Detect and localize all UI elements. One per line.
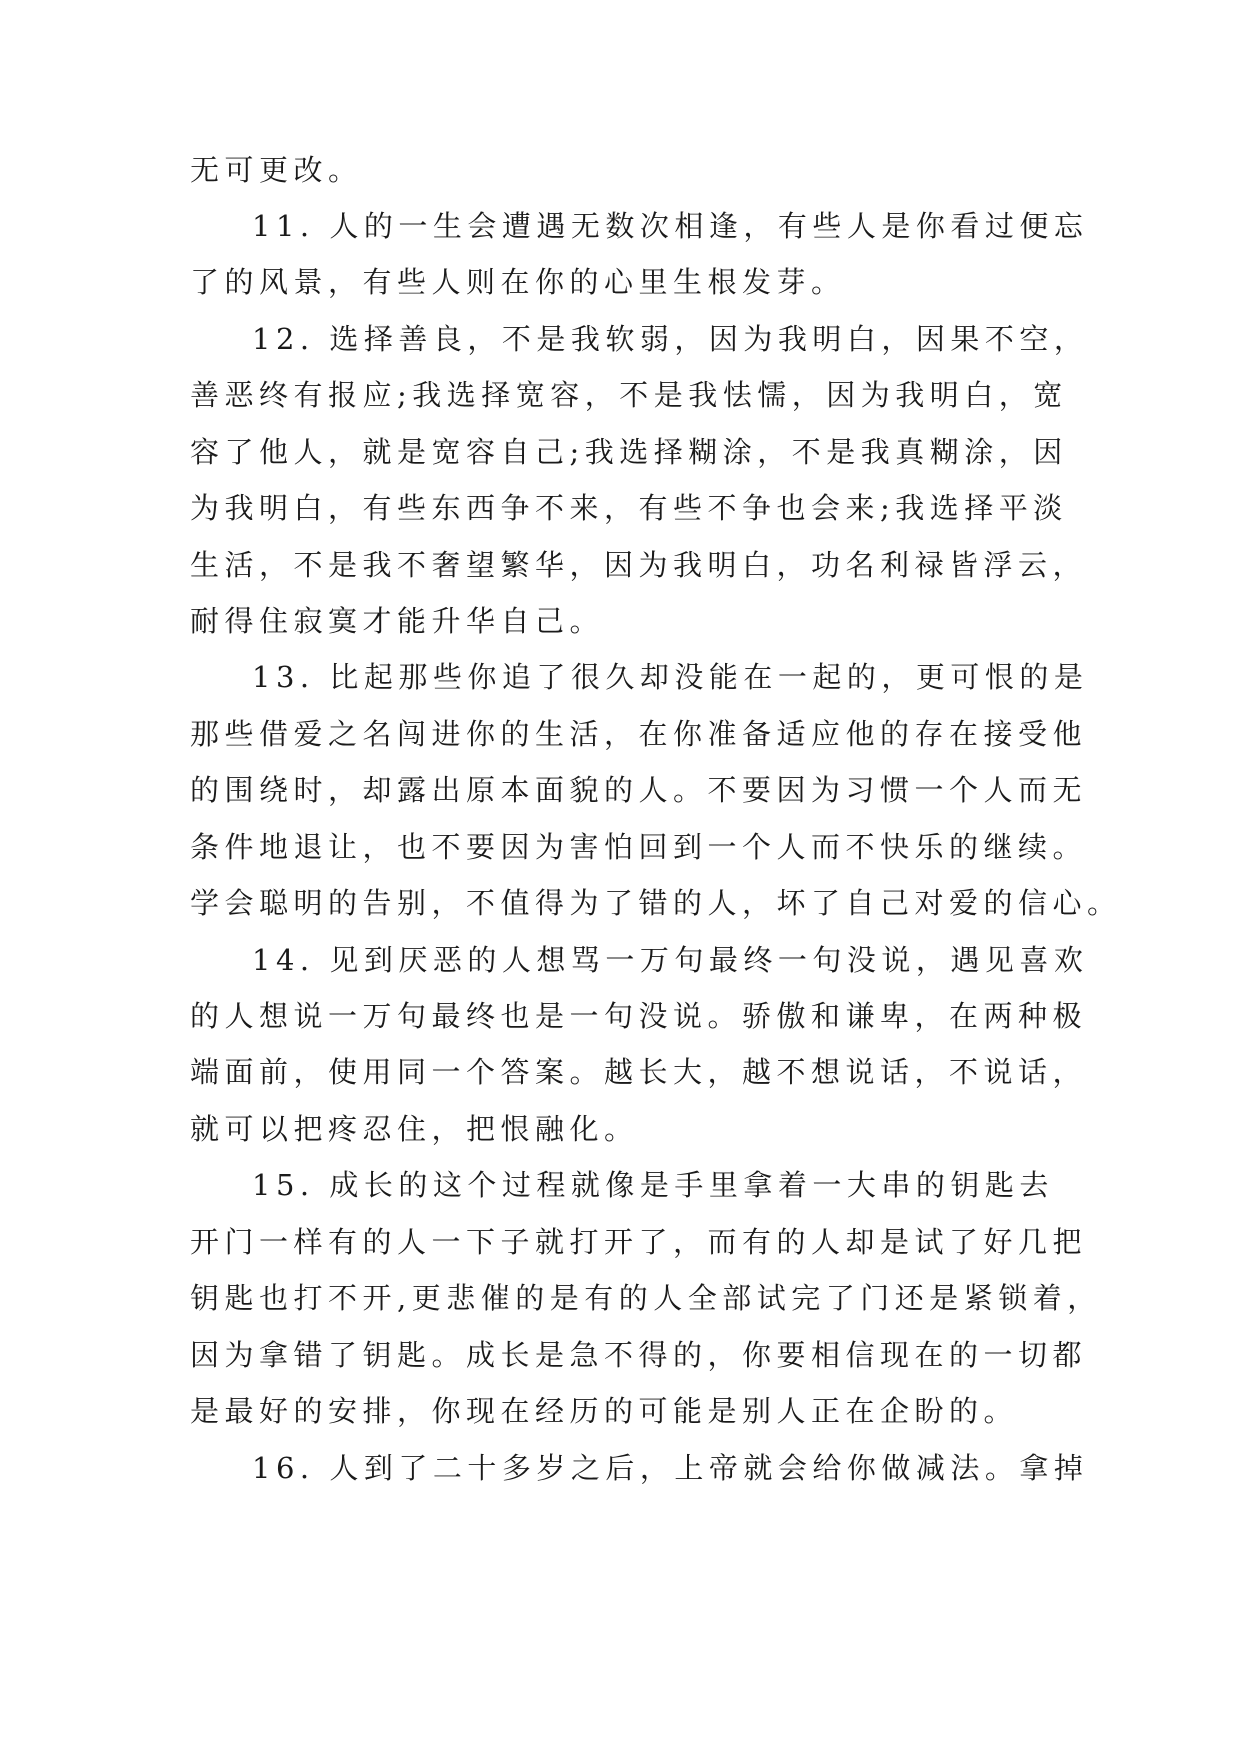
text-line: 是最好的安排，你现在经历的可能是别人正在企盼的。 [190, 1394, 1019, 1428]
paragraph-11-start: 11. 人的一生会遭遇无数次相逢，有些人是你看过便忘 [252, 209, 1089, 243]
text-line: 的围绕时，却露出原本面貌的人。不要因为习惯一个人而无 [190, 773, 1088, 807]
text-line: 学会聪明的告别，不值得为了错的人，坏了自己对爱的信心。 [190, 886, 1122, 920]
text-line: 善恶终有报应;我选择宽容，不是我怯懦，因为我明白，宽 [190, 378, 1068, 412]
text-line: 耐得住寂寞才能升华自己。 [190, 604, 605, 638]
text-line: 了的风景，有些人则在你的心里生根发芽。 [190, 265, 846, 299]
paragraph-16-start: 16. 人到了二十多岁之后，上帝就会给你做减法。拿掉 [252, 1451, 1089, 1485]
text-line: 开门一样有的人一下子就打开了，而有的人却是试了好几把 [190, 1225, 1088, 1259]
text-line: 条件地退让，也不要因为害怕回到一个人而不快乐的继续。 [190, 830, 1088, 864]
text-line: 因为拿错了钥匙。成长是急不得的，你要相信现在的一切都 [190, 1338, 1088, 1372]
text-line: 无可更改。 [190, 153, 363, 187]
text-line: 的人想说一万句最终也是一句没说。骄傲和谦卑，在两种极 [190, 999, 1088, 1033]
text-line: 就可以把疼忍住，把恨融化。 [190, 1112, 639, 1146]
text-line: 生活，不是我不奢望繁华，因为我明白，功名利禄皆浮云， [190, 548, 1088, 582]
paragraph-14-start: 14. 见到厌恶的人想骂一万句最终一句没说，遇见喜欢 [252, 943, 1089, 977]
text-line: 容了他人，就是宽容自己;我选择糊涂，不是我真糊涂，因 [190, 435, 1068, 469]
text-line: 端面前，使用同一个答案。越长大，越不想说话，不说话， [190, 1055, 1088, 1089]
text-line: 钥匙也打不开,更悲催的是有的人全部试完了门还是紧锁着， [190, 1281, 1102, 1315]
paragraph-12-start: 12. 选择善良，不是我软弱，因为我明白，因果不空， [252, 322, 1089, 356]
paragraph-15-start: 15. 成长的这个过程就像是手里拿着一大串的钥匙去 [252, 1168, 1054, 1202]
text-line: 为我明白，有些东西争不来，有些不争也会来;我选择平淡 [190, 491, 1068, 525]
paragraph-13-start: 13. 比起那些你追了很久却没能在一起的，更可恨的是 [252, 660, 1089, 694]
text-line: 那些借爱之名闯进你的生活，在你准备适应他的存在接受他 [190, 717, 1088, 751]
